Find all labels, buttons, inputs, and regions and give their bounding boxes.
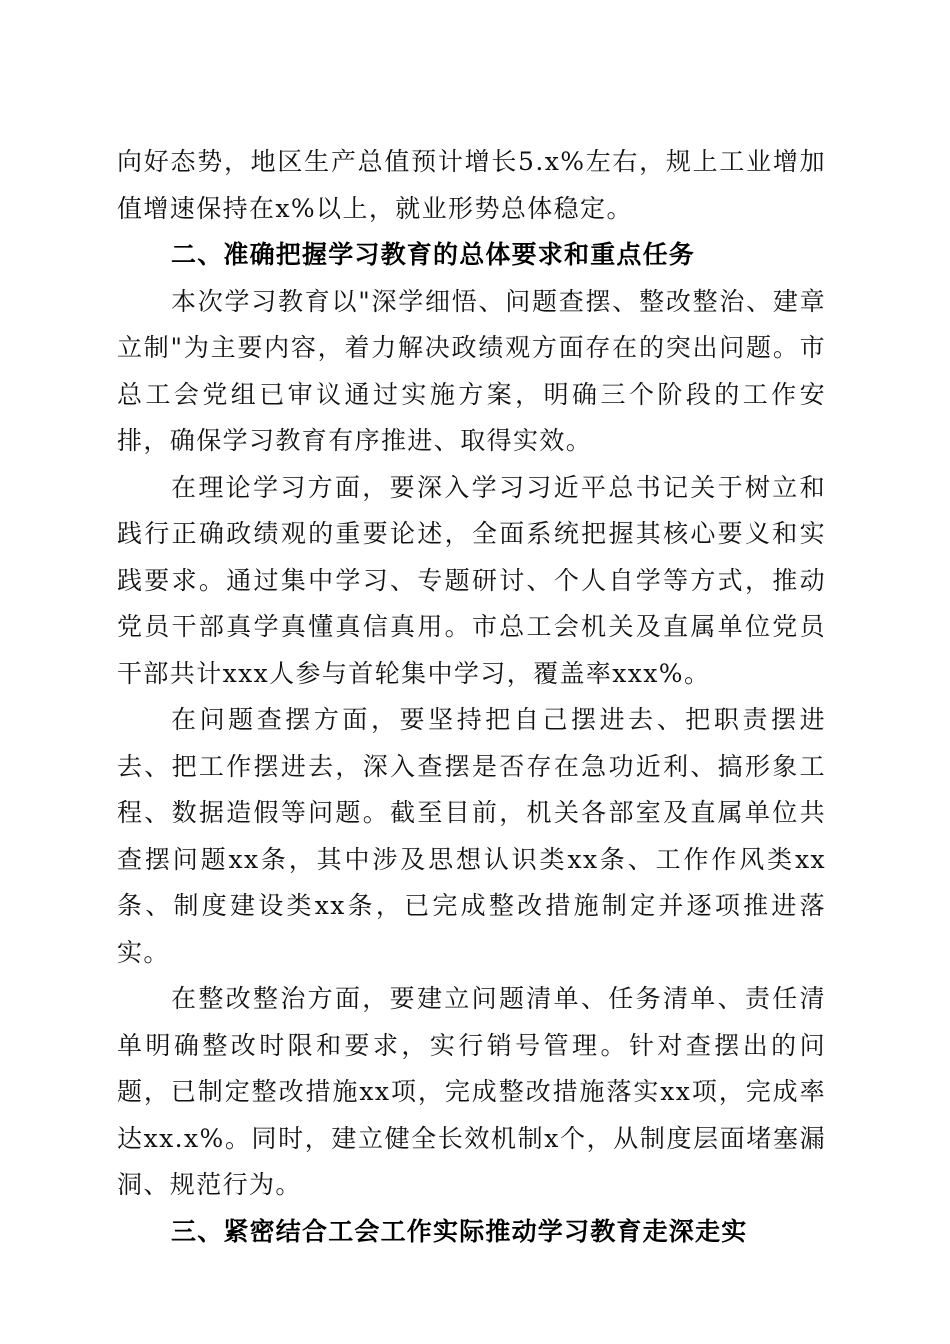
document-body: [117, 139, 826, 1255]
section-heading-two: 二、准确把握学习教育的总体要求和重点任务: [171, 240, 696, 269]
paragraph-economic-trend: 向好态势，地区生产总值预计增长5.x%左右，规上工业增加值增速保持在x%以上，就业形势总体稳定。: [117, 147, 826, 223]
paragraph-theory-study: 在理论学习方面，要深入学习习近平总书记关于树立和践行正确政绩观的重要论述，全面系统把握其核心要义和实践要求。通过集中学习、专题研讨、个人自学等方式，推动党员干部真学真懂真信真用。市总工会机关及直属单位党员干部共计xxx人参与首轮集中学习，覆盖率xxx%。: [117, 472, 826, 688]
section-heading-three: 三、紧密结合工会工作实际推动学习教育走深走实: [171, 1216, 748, 1246]
paragraph-study-overview: 本次学习教育以"深学细悟、问题查摆、整改整治、建章立制"为主要内容，着力解决政绩观方面存在的突出问题。市总工会党组已审议通过实施方案，明确三个阶段的工作安排，确保学习教育有序推进、取得实效。: [117, 286, 826, 455]
paragraph-rectification: 在整改整治方面，要建立问题清单、任务清单、责任清单明确整改时限和要求，实行销号管理。针对查摆出的问题，已制定整改措施xx项，完成整改措施落实xx项，完成率达xx.x%。同时，建立健全长效机制x个，从制度层面堵塞漏洞、规范行为。: [117, 984, 826, 1199]
paragraph-problem-check: 在问题查摆方面，要坚持把自己摆进去、把职责摆进去、把工作摆进去，深入查摆是否存在急功近利、搞形象工程、数据造假等问题。截至目前，机关各部室及直属单位共查摆问题xx条，其中涉及思想认识类xx条、工作作风类xx条、制度建设类xx条，已完成整改措施制定并逐项推进落实。: [117, 705, 826, 967]
